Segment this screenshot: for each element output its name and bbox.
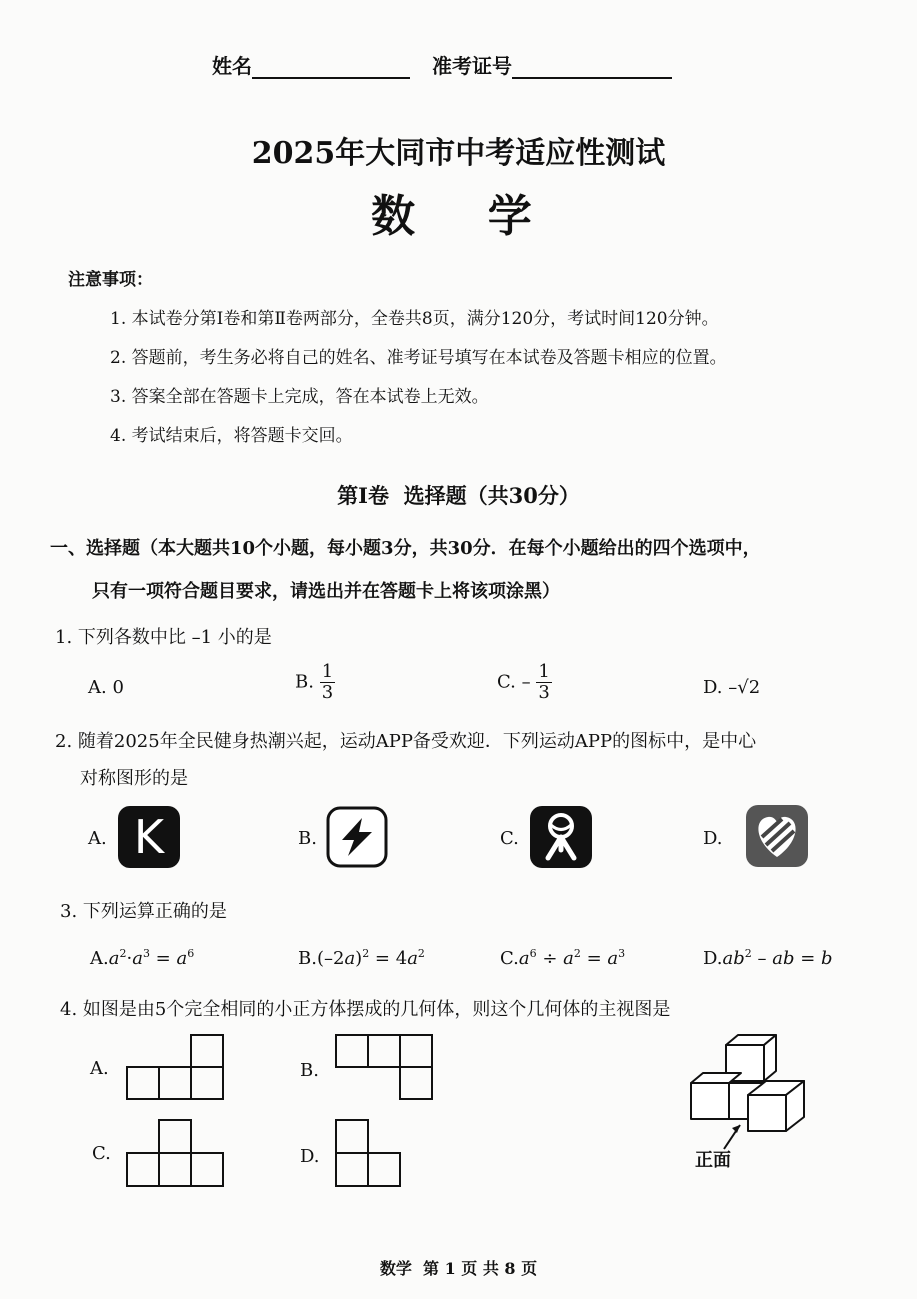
keep-app-icon-letter: K: [133, 810, 165, 864]
q3-option-b: $B.(-2a)^2 = 4a^2$: [298, 947, 425, 969]
q1-option-c-numerator: 1: [538, 661, 550, 682]
id-field: [432, 50, 672, 79]
q4-option-c-label: C.: [92, 1143, 111, 1164]
q1-option-c-fraction: [536, 662, 551, 703]
lightning-app-icon: [326, 806, 388, 868]
q3-option-b-label: B.: [298, 948, 317, 969]
q3-option-d: $D.ab^2$ – ab = b: [703, 947, 833, 969]
notice-item-4: 4. 考试结束后，将答题卡交回。: [110, 426, 353, 446]
q3-option-d-label: D.: [703, 948, 723, 969]
q1-option-b: [295, 662, 335, 703]
id-label: 准考证号: [432, 54, 512, 78]
q1-option-a: A. 0: [88, 677, 124, 698]
q3-option-a: $A.a^2\cdot a^3 = a^6$: [90, 947, 195, 969]
section-title: 第Ⅰ卷 选择题（共30分）: [337, 483, 580, 508]
name-label: 姓名: [212, 54, 252, 78]
subject-title: 数 学: [371, 191, 546, 242]
q2-option-d-label: D.: [703, 828, 723, 849]
q4-option-d-figure: [334, 1117, 404, 1193]
q1-stem: 1. 下列各数中比 –1 小的是: [55, 627, 272, 648]
q2-stem-line2: 对称图形的是: [80, 768, 188, 789]
name-field: [212, 50, 410, 79]
q1-option-c-denominator: 3: [538, 681, 550, 703]
q4-stem: 4. 如图是由5个完全相同的小正方体摆成的几何体，则这个几何体的主视图是: [60, 999, 671, 1020]
q4-cube-figure: [686, 1033, 826, 1157]
notice-item-2: 2. 答题前，考生务必将自己的姓名、准考证号填写在本试卷及答题卡相应的位置。: [110, 348, 727, 368]
q3-stem: 3. 下列运算正确的是: [60, 901, 227, 922]
q1-option-b-denominator: 3: [321, 681, 334, 703]
q1-option-c-label: C. –: [497, 671, 531, 693]
front-view-label: 正面: [695, 1150, 731, 1171]
q4-option-b-label: B.: [300, 1060, 319, 1081]
part1-instructions-line2: 只有一项符合题目要求，请选出并在答题卡上将该项涂黑）: [92, 581, 560, 602]
q4-option-a-figure: [125, 1032, 225, 1106]
heart-app-icon: [744, 803, 810, 869]
id-blank: [512, 55, 672, 79]
q1-option-d: D. –√2: [703, 677, 761, 698]
exam-title: 2025年大同市中考适应性测试: [251, 136, 666, 171]
part1-instructions-line1: 一、选择题（本大题共10个小题，每小题3分，共30分．在每个小题给出的四个选项中，: [50, 538, 761, 559]
q2-option-b-label: B.: [298, 828, 317, 849]
q4-option-a-label: A.: [90, 1058, 109, 1079]
q4-option-c-figure: [125, 1117, 225, 1193]
q4-option-b-figure: [334, 1032, 434, 1106]
q4-option-d-label: D.: [300, 1146, 320, 1167]
keep-app-icon: [118, 806, 180, 868]
q1-option-b-numerator: 1: [321, 661, 334, 682]
q2-stem-line1: 2. 随着2025年全民健身热潮兴起，运动APP备受欢迎．下列运动APP的图标中，是中心: [55, 731, 757, 752]
name-blank: [252, 55, 410, 79]
notice-title: 注意事项：: [68, 270, 153, 290]
q1-option-b-label: B.: [295, 671, 314, 693]
q3-option-a-label: A.: [90, 948, 109, 969]
runner-app-icon: [530, 806, 592, 868]
notice-item-1: 1. 本试卷分第Ⅰ卷和第Ⅱ卷两部分，全卷共8页，满分120分，考试时间120分钟。: [110, 309, 719, 329]
q3-option-c: $C.a^6 \div a^2 = a^3$: [500, 947, 626, 969]
notice-item-3: 3. 答案全部在答题卡上完成，答在本试卷上无效。: [110, 387, 489, 407]
q1-option-c: [497, 662, 552, 703]
q2-option-c-label: C.: [500, 828, 519, 849]
q2-option-a-label: A.: [88, 828, 107, 849]
page-footer: 数学 第 1 页 共 8 页: [379, 1259, 538, 1278]
q1-option-b-fraction: [320, 662, 335, 703]
q3-option-c-label: C.: [500, 948, 519, 969]
